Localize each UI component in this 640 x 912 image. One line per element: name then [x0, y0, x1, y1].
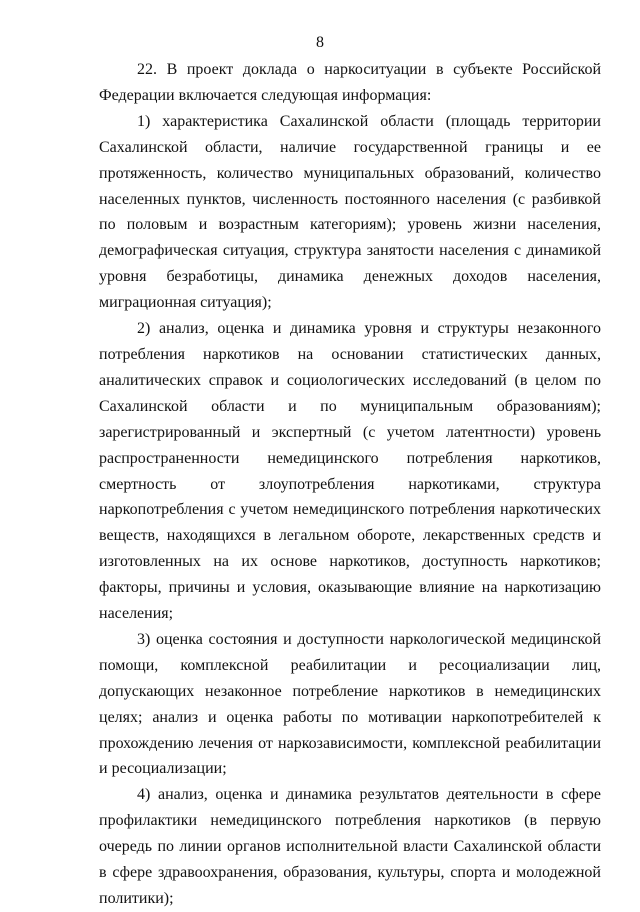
paragraph-item-3: 3) оценка состояния и доступности наркологической медицинской помощи, комплексной реабилитации и ресоциализации лиц, допускающих незаконное потребление наркотиков в немедицинских целях; анализ и оценка работы по мотивации наркопотребителей к прохождению лечения от наркозависимости, комплексной реабилитации и ресоциализации;: [99, 630, 601, 778]
paragraph-item-4: 4) анализ, оценка и динамика результатов деятельности в сфере профилактики немедицинского потребления наркотиков (в первую очередь по линии органов исполнительной власти Сахалинской области в сфере здравоохранения, образования, культуры, спорта и молодежной политики);: [99, 786, 601, 907]
paragraph-item-1: 1) характеристика Сахалинской области (площадь территории Сахалинской области, наличие государственной границы и ее протяженность, количество муниципальных образований, количество населенных пунктов, численность постоянного населения (с разбивкой по половым и возрастным категориям); уровень жизни населения, демографическая ситуация, структура занятости населения с динамикой уровня безработицы, динамика денежных доходов населения, миграционная ситуация);: [99, 112, 601, 312]
page-number: 8: [316, 34, 324, 51]
document-body: [99, 57, 601, 912]
paragraph-item-2: 2) анализ, оценка и динамика уровня и структуры незаконного потребления наркотиков на основании статистических данных, аналитических справок и социологических исследований (в целом по Сахалинской области и по муниципальным образованиям); зарегистрированный и экспертный (с учетом латентности) уровень распространенности немедицинского потребления наркотиков, смертность от злоупотребления наркотиками, структура наркопотребления с учетом немедицинского потребления наркотических веществ, находящихся в легальном обороте, лекарственных средств и изготовленных на их основе наркотиков, доступность наркотиков; факторы, причины и условия, оказывающие влияние на наркотизацию населения;: [99, 320, 601, 623]
paragraph-22-intro: 22. В проект доклада о наркоситуации в субъекте Российской Федерации включается следующая информация:: [99, 61, 601, 104]
